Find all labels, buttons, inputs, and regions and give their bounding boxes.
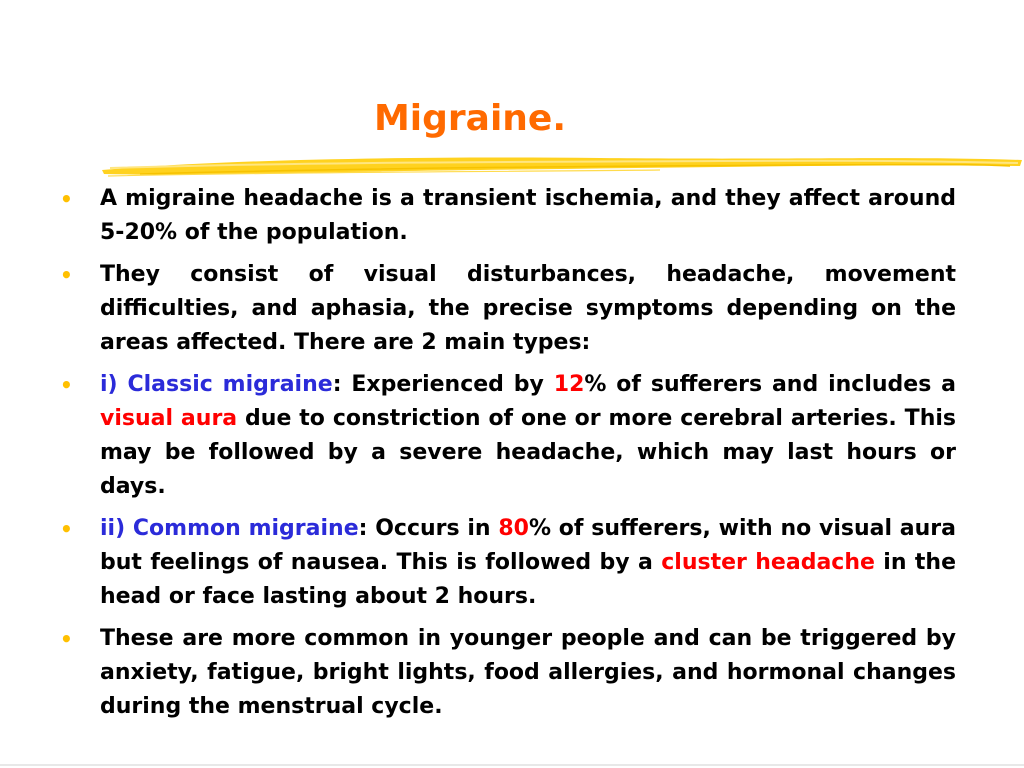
classic-migraine-label: i) Classic migraine	[100, 372, 333, 397]
bullet-text: : Occurs in	[358, 516, 499, 541]
common-migraine-label: ii) Common migraine	[100, 516, 359, 541]
bullet-text: % of sufferers and includes a	[584, 372, 957, 397]
bullet-icon: •	[60, 373, 73, 397]
bullet-item-definition	[60, 182, 956, 250]
bottom-divider	[0, 764, 1024, 766]
bullet-text: A migraine headache is a transient ischemia, and they affect around 5-20% of the population.	[100, 186, 956, 245]
bullet-icon: •	[60, 627, 73, 651]
bullet-text: due to constriction of one or more cerebral arteries. This may be followed by a severe headache, which may last hours or days.	[100, 406, 956, 499]
slide-title: Migraine.	[373, 98, 567, 139]
bullet-text: These are more common in younger people and can be triggered by anxiety, fatigue, bright lights, food allergies, and hormonal changes during the menstrual cycle.	[100, 626, 956, 719]
title-brush-stroke	[100, 150, 1024, 182]
bullet-icon: •	[60, 517, 73, 541]
bullet-item-triggers	[60, 622, 956, 724]
bullet-item-classic-migraine	[60, 368, 956, 504]
bullet-text: : Experienced by	[332, 372, 554, 397]
bullet-item-symptoms	[60, 258, 956, 360]
bullet-item-common-migraine	[60, 512, 956, 614]
cluster-headache-highlight: cluster headache	[661, 550, 875, 575]
classic-percentage: 12	[553, 372, 585, 397]
visual-aura-highlight: visual aura	[100, 406, 238, 431]
bullet-icon: •	[60, 263, 73, 287]
bullet-text: in the head or face lasting about 2 hours.	[100, 550, 957, 609]
bullet-icon: •	[60, 187, 73, 211]
bullet-list	[60, 182, 956, 732]
bullet-text: They consist of visual disturbances, headache, movement difficulties, and aphasia, the precise symptoms depending on the areas affected. There are 2 main types:	[100, 262, 956, 355]
common-percentage: 80	[498, 516, 529, 541]
bullet-text: % of sufferers, with no visual aura but feelings of nausea. This is followed by a	[100, 516, 957, 575]
